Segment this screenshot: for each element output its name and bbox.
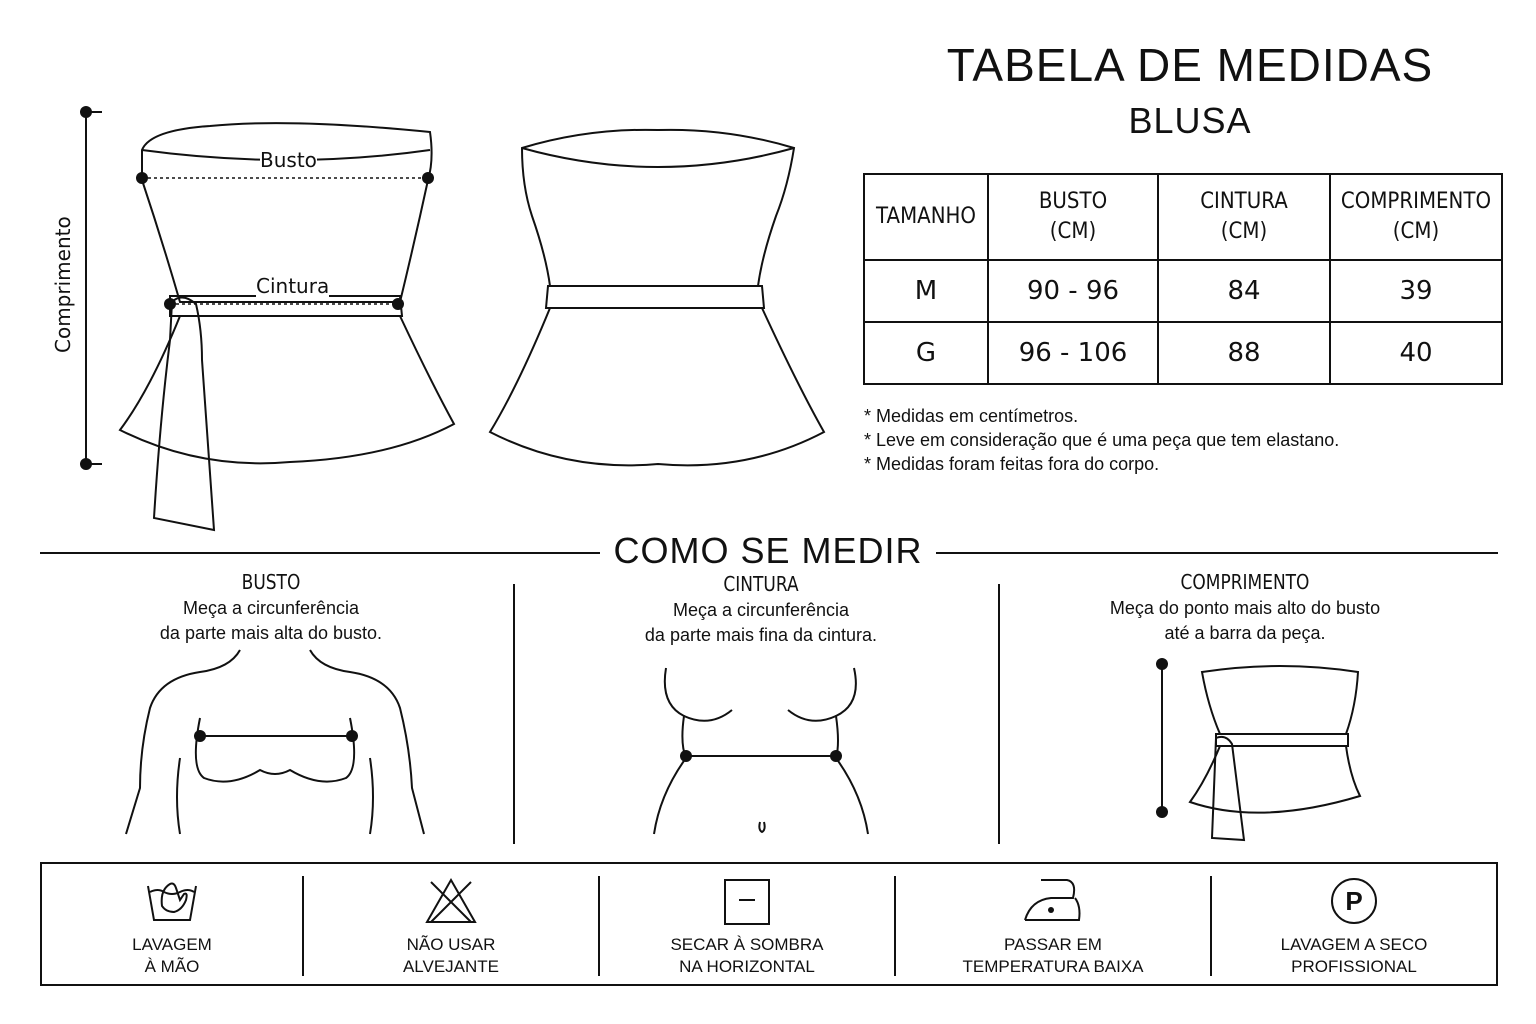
section-title: COMO SE MEDIR [600, 530, 936, 572]
care-item-no-bleach [304, 864, 598, 984]
care-item-hand-wash [42, 864, 302, 984]
dry-flat-shade-icon [719, 876, 775, 926]
header-tamanho: TAMANHO [870, 174, 982, 260]
cell-cintura: 88 [1158, 322, 1330, 384]
care-item-iron [896, 864, 1210, 984]
table-header-row [864, 174, 1502, 260]
cell-size: M [864, 260, 988, 322]
care-label: PASSAR EM TEMPERATURA BAIXA [962, 935, 1144, 976]
cell-comprimento: 40 [1330, 322, 1502, 384]
no-bleach-icon [423, 876, 479, 926]
iron-low-icon [1021, 876, 1085, 926]
care-item-dry-clean [1212, 864, 1496, 984]
how-to-comprimento [1014, 570, 1476, 646]
how-to-busto [40, 570, 502, 646]
care-label: SECAR À SOMBRA NA HORIZONTAL [670, 935, 824, 976]
table-row [864, 260, 1502, 322]
care-instructions [40, 862, 1498, 986]
how-to-text: Meça a circunferência da parte mais fina da cintura. [644, 600, 878, 645]
divider-left [40, 552, 600, 554]
care-label: LAVAGEM À MÃO [132, 935, 212, 976]
label-busto: Busto [260, 148, 317, 172]
label-comprimento: Comprimento [51, 216, 75, 353]
cell-cintura: 84 [1158, 260, 1330, 322]
length-garment-illustration [1150, 656, 1380, 850]
how-to-cintura [530, 572, 992, 648]
care-label: LAVAGEM A SECO PROFISSIONAL [1280, 935, 1428, 976]
note-line: * Leve em consideração que é uma peça que tem elastano. [864, 430, 1340, 450]
header-comprimento: COMPRIMENTO (CM) [1339, 174, 1494, 260]
how-to-title: COMPRIMENTO [1180, 570, 1310, 594]
how-to-title: CINTURA [723, 572, 799, 596]
header-busto: BUSTO (CM) [997, 174, 1150, 260]
page-subtitle: BLUSA [1128, 100, 1252, 141]
note-line: * Medidas foram feitas fora do corpo. [864, 454, 1160, 474]
size-table [863, 173, 1503, 385]
page-title: TABELA DE MEDIDAS [946, 39, 1434, 91]
how-to-text: Meça a circunferência da parte mais alta do busto. [159, 598, 383, 643]
column-divider [998, 584, 1000, 844]
svg-text:P: P [1345, 886, 1363, 916]
garment-back-illustration [488, 126, 828, 476]
how-to-title: BUSTO [241, 570, 301, 594]
table-row [864, 322, 1502, 384]
label-cintura: Cintura [256, 274, 330, 298]
cell-busto: 96 - 106 [988, 322, 1158, 384]
cell-busto: 90 - 96 [988, 260, 1158, 322]
care-label: NÃO USAR ALVEJANTE [402, 935, 500, 976]
cell-size: G [864, 322, 988, 384]
notes [864, 404, 1339, 476]
bust-body-illustration [120, 648, 430, 838]
note-line: * Medidas em centímetros. [864, 406, 1079, 426]
how-to-text: Meça do ponto mais alto do busto até a barra da peça. [1109, 598, 1381, 643]
column-divider [513, 584, 515, 844]
length-marker [80, 106, 102, 470]
header-cintura: CINTURA (CM) [1167, 174, 1322, 260]
hand-wash-icon [144, 876, 200, 926]
cell-comprimento: 39 [1330, 260, 1502, 322]
waist-body-illustration [640, 664, 880, 839]
garment-front-illustration [30, 90, 470, 540]
divider-right [936, 552, 1498, 554]
care-item-dry-flat [600, 864, 894, 984]
dry-clean-p-icon [1328, 876, 1380, 926]
